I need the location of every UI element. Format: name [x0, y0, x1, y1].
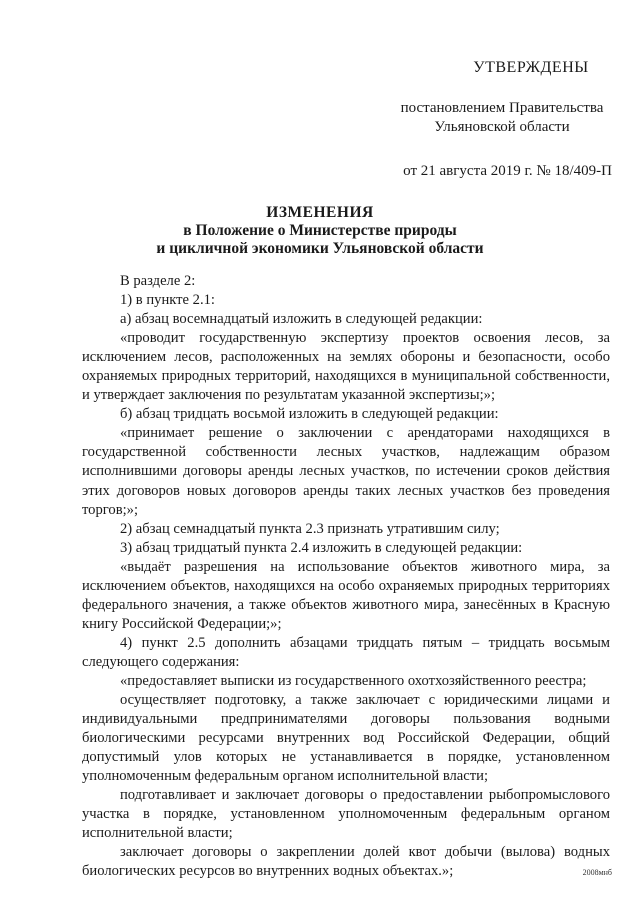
document-heading [60, 204, 580, 258]
paragraph: «принимает решение о заключении с арендаторами находящихся в государственной собственности лесных участков, надлежащим образом исполнившими договоры аренды лесных участков, по истечении сроков действия этих договоров новых договоров аренды таких лесных участков без проведения торгов;»; [82, 425, 610, 518]
paragraph: 1) в пункте 2.1: [120, 292, 215, 309]
paragraph: б) абзац тридцать восьмой изложить в следующей редакции: [120, 406, 499, 423]
paragraph: 4) пункт 2.5 дополнить абзацами тридцать пятым – тридцать восьмым следующего содержания: [82, 634, 610, 670]
paragraph: осуществляет подготовку, а также заключает с юридическими лицами и индивидуальными предпринимателями договоры пользования водными биологическими ресурсами внутренних вод Российской Федерации, общий допустимый улов которых не устанавливается в порядке, установленном уполномоченным федеральным органом исполнительной власти; [82, 692, 610, 785]
paragraph: а) абзац восемнадцатый изложить в следующей редакции: [120, 311, 483, 328]
footer-code: 2008мнб [582, 868, 612, 877]
paragraph: «проводит государственную экспертизу проектов освоения лесов, за исключением лесов, расположенных на землях обороны и безопасности, особо охраняемых природных территорий, находящихся в муниципальной собственности, и утверждает заключения по результатам указанной экспертизы;»; [82, 330, 610, 404]
approval-block [342, 58, 612, 181]
heading-subtitle-line-2: и цикличной экономики Ульяновской области [156, 240, 484, 257]
approval-region: Ульяновской области [434, 119, 570, 135]
paragraph: 3) абзац тридцатый пункта 2.4 изложить в следующей редакции: [120, 539, 523, 556]
paragraph: «предоставляет выписки из государственного охотхозяйственного реестра; [120, 672, 587, 689]
paragraph: заключает договоры о закреплении долей квот добычи (вылова) водных биологических ресурсов во внутренних водных объектах.»; [82, 844, 610, 880]
approval-date: от 21 августа 2019 г. № 18/409-П [403, 163, 612, 179]
heading-title: ИЗМЕНЕНИЯ [266, 204, 374, 221]
document-body [82, 272, 610, 882]
heading-subtitle-line-1: в Положение о Министерстве природы [183, 222, 457, 239]
paragraph: подготавливает и заключает договоры о предоставлении рыбопромыслового участка в порядке, установленном уполномоченным федеральным органом исполнительной власти; [82, 787, 610, 842]
paragraph: «выдаёт разрешения на использование объектов животного мира, за исключением объектов, находящихся на особо охраняемых природных территориях федерального значения, а также объектов животного мира, занесённых в Красную книгу Российской Федерации;»; [82, 558, 610, 632]
approval-title: УТВЕРЖДЕНЫ [473, 59, 589, 76]
approval-issuer: постановлением Правительства [400, 100, 604, 116]
paragraph: В разделе 2: [120, 273, 196, 289]
paragraph: 2) абзац семнадцатый пункта 2.3 признать утратившим силу; [120, 520, 500, 537]
